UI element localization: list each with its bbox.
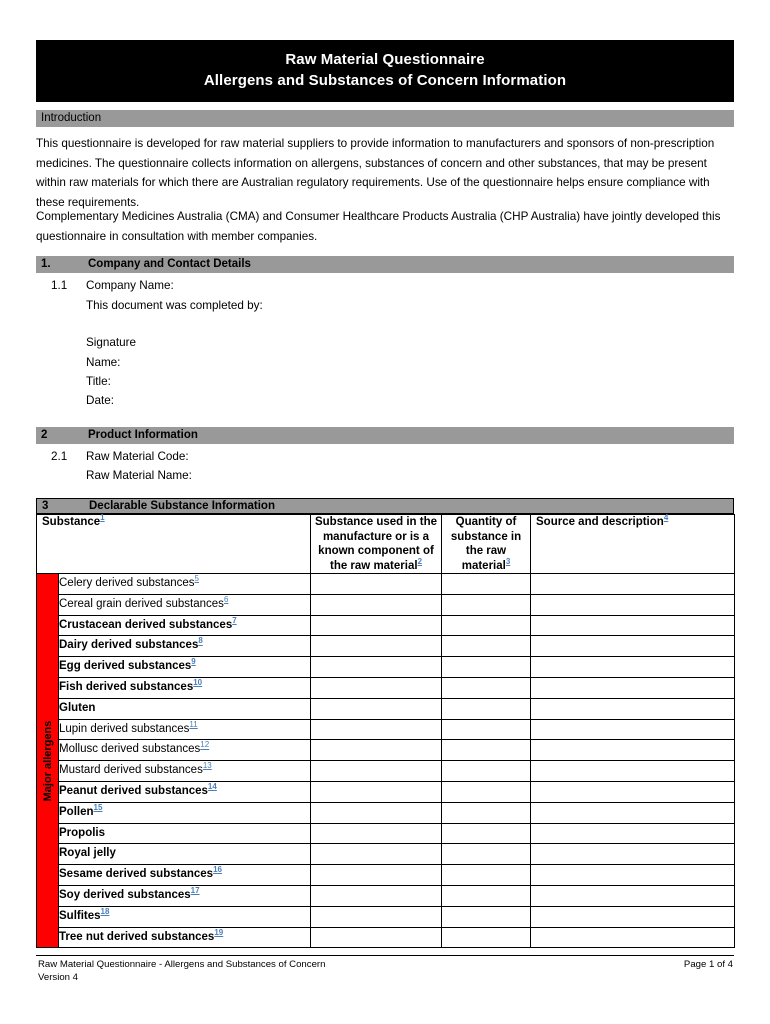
source-description-cell[interactable] [531,844,735,865]
footnote-ref-11[interactable]: 11 [189,719,198,729]
substance-used-cell[interactable] [311,719,442,740]
table-row [37,906,735,927]
substance-name-label: Celery derived substances [59,577,195,589]
substance-used-cell[interactable] [311,636,442,657]
substance-name-cell [59,677,311,698]
declarable-substance-table [36,514,735,948]
footer-left [38,959,325,984]
company-name-label: Company Name: [86,279,174,292]
substance-name-cell [59,844,311,865]
source-description-cell[interactable] [531,719,735,740]
table-row [37,802,735,823]
section2-item-number: 2.1 [51,450,68,463]
substance-name-cell [59,615,311,636]
substance-name-label: Fish derived substances [59,680,194,693]
source-description-cell[interactable] [531,740,735,761]
substance-name-cell [59,761,311,782]
table-row [37,823,735,844]
document-title-line-2: Allergens and Substances of Concern Information [203,72,567,89]
source-description-cell[interactable] [531,698,735,719]
table-row [37,677,735,698]
footnote-ref-8[interactable]: 8 [198,636,203,646]
footnote-ref-18[interactable]: 18 [100,906,110,916]
source-description-cell[interactable] [531,761,735,782]
table-row [37,615,735,636]
section3-heading-label: Declarable Substance Information [89,500,275,512]
footnote-ref-6[interactable]: 6 [223,594,229,604]
substance-used-cell[interactable] [311,906,442,927]
substance-used-cell[interactable] [311,657,442,678]
substance-name-cell [59,574,311,595]
table-row [37,885,735,906]
substance-used-cell[interactable] [311,574,442,595]
source-description-cell[interactable] [531,594,735,615]
column-header-quantity [442,515,531,574]
raw-material-name-label: Raw Material Name: [86,469,192,482]
completed-by-label: This document was completed by: [86,299,263,312]
footnote-ref-4[interactable]: 4 [663,513,669,523]
substance-name-label: Peanut derived substances [59,784,208,797]
table-row [37,740,735,761]
substance-used-cell[interactable] [311,823,442,844]
footer-version: Version 4 [38,971,79,983]
substance-used-cell[interactable] [311,698,442,719]
substance-used-cell[interactable] [311,594,442,615]
substance-name-label: Lupin derived substances [59,722,190,735]
title-label: Title: [86,375,111,388]
quantity-cell[interactable] [442,636,531,657]
table-row [37,657,735,678]
substance-name-cell [59,594,311,615]
column-header-source-description [531,515,735,574]
quantity-cell[interactable] [442,844,531,865]
substance-used-cell[interactable] [311,781,442,802]
source-description-cell[interactable] [531,574,735,595]
substance-used-cell[interactable] [311,615,442,636]
substance-used-cell[interactable] [311,844,442,865]
introduction-paragraph-1: This questionnaire is developed for raw material suppliers to provide information to manufacturers and sponsors of non-prescription medicines. The questionnaire collects information on allergens, substances of concern and other substances, that may be present within raw materials for which there are Australian regulatory requirements. Use of the questionnaire helps ensure compliance with these requirements. [36,137,715,209]
quantity-cell[interactable] [442,719,531,740]
source-description-cell[interactable] [531,781,735,802]
substance-name-label: Sulfites [59,909,101,922]
quantity-cell[interactable] [442,594,531,615]
footnote-ref-2[interactable]: 2 [417,556,423,566]
footnote-ref-14[interactable]: 14 [207,782,217,792]
substance-name-label: Propolis [59,826,106,839]
table-row [37,844,735,865]
source-description-cell[interactable] [531,885,735,906]
column-header-substance-label: Substance [42,516,101,528]
substance-name-cell [59,698,311,719]
name-label: Name: [86,356,121,369]
footnote-ref-10[interactable]: 10 [193,678,203,688]
major-allergens-group-label: Major allergens [41,720,54,802]
footnote-ref-16[interactable]: 16 [213,865,222,875]
footer-document-name: Raw Material Questionnaire - Allergens and Substances of Concern [38,959,326,970]
section-header-introduction [36,110,734,127]
table-row [37,927,735,948]
section1-number: 1. [41,258,51,270]
substance-name-cell [59,657,311,678]
substance-name-label: Tree nut derived substances [59,930,215,943]
substance-name-label: Pollen [59,805,94,818]
substance-name-label: Sesame derived substances [59,868,214,881]
substance-name-cell [59,885,311,906]
quantity-cell[interactable] [442,823,531,844]
section-header-company-contact-details [36,256,734,273]
footnote-ref-17[interactable]: 17 [190,886,200,896]
substance-name-cell [59,636,311,657]
quantity-cell[interactable] [442,677,531,698]
column-header-substance-used-label: Substance used in the manufacture or is a known component of the raw material [314,516,438,572]
table-row [37,698,735,719]
quantity-cell[interactable] [442,657,531,678]
footnote-ref-1[interactable]: 1 [100,513,105,523]
substance-name-label: Egg derived substances [59,660,192,673]
substance-name-cell [59,781,311,802]
table-row [37,719,735,740]
substance-used-cell[interactable] [311,740,442,761]
substance-used-cell[interactable] [311,677,442,698]
footnote-ref-13[interactable]: 13 [202,761,212,771]
substance-used-cell[interactable] [311,885,442,906]
source-description-cell[interactable] [531,865,735,886]
quantity-cell[interactable] [442,574,531,595]
substance-name-label: Cereal grain derived substances [59,597,224,610]
section1-item-number: 1.1 [51,279,68,292]
section-header-declarable-substance-information [36,498,734,514]
table-row [37,865,735,886]
source-description-cell[interactable] [531,636,735,657]
substance-name-cell [59,802,311,823]
column-header-quantity-label: Quantity of substance in the raw material [450,516,522,572]
source-description-cell[interactable] [531,927,735,948]
source-description-cell[interactable] [531,615,735,636]
quantity-cell[interactable] [442,885,531,906]
column-header-substance [37,515,311,574]
quantity-cell[interactable] [442,740,531,761]
substance-name-cell [59,719,311,740]
section3-number: 3 [42,500,49,512]
document-title-banner [36,40,734,102]
substance-name-cell [59,906,311,927]
footnote-ref-5[interactable]: 5 [194,574,199,584]
table-row [37,761,735,782]
footnote-ref-7[interactable]: 7 [232,615,237,625]
substance-name-label: Gluten [59,701,96,714]
substance-name-cell [59,927,311,948]
substance-used-cell[interactable] [311,802,442,823]
table-row [37,636,735,657]
column-header-source-description-label: Source and description [536,516,664,528]
source-description-cell[interactable] [531,657,735,678]
introduction-heading-label: Introduction [41,112,102,124]
quantity-cell[interactable] [442,865,531,886]
substance-name-label: Dairy derived substances [59,639,199,652]
substance-name-label: Mollusc derived substances [59,743,201,756]
substance-name-label: Mustard derived substances [59,764,203,777]
table-header-row [37,515,735,574]
footnote-ref-12[interactable]: 12 [200,740,210,750]
footnote-ref-3[interactable]: 3 [505,556,511,566]
quantity-cell[interactable] [442,615,531,636]
substance-name-label: Crustacean derived substances [59,618,233,631]
quantity-cell[interactable] [442,927,531,948]
substance-name-cell [59,823,311,844]
footer-divider [36,955,734,956]
quantity-cell[interactable] [442,802,531,823]
substance-name-cell [59,740,311,761]
substance-name-cell [59,865,311,886]
section2-number: 2 [41,429,48,441]
table-row [37,574,735,595]
footnote-ref-9[interactable]: 9 [191,657,196,667]
raw-material-code-label: Raw Material Code: [86,450,189,463]
substance-used-cell[interactable] [311,865,442,886]
source-description-cell[interactable] [531,677,735,698]
quantity-cell[interactable] [442,698,531,719]
substance-name-label: Royal jelly [59,847,116,860]
introduction-paragraph-2: Complementary Medicines Australia (CMA) and Consumer Healthcare Products Australia (CHP Australia) have jointly developed this questionnaire in consultation with member companies. [36,210,721,243]
quantity-cell[interactable] [442,906,531,927]
quantity-cell[interactable] [442,761,531,782]
table-row [37,781,735,802]
substance-used-cell[interactable] [311,927,442,948]
major-allergens-group-marker [37,574,59,948]
date-label: Date: [86,394,114,407]
section-header-product-information [36,427,734,444]
section2-heading-label: Product Information [88,429,198,441]
source-description-cell[interactable] [531,823,735,844]
substance-used-cell[interactable] [311,761,442,782]
source-description-cell[interactable] [531,802,735,823]
table-body [37,574,735,948]
footnote-ref-15[interactable]: 15 [93,802,103,812]
source-description-cell[interactable] [531,906,735,927]
section1-heading-label: Company and Contact Details [88,258,251,270]
footer-page-number: Page 1 of 4 [683,959,733,970]
quantity-cell[interactable] [442,781,531,802]
table-row [37,594,735,615]
signature-label: Signature [86,336,137,349]
document-title-line-1: Raw Material Questionnaire [285,51,485,68]
footnote-ref-19[interactable]: 19 [214,927,224,937]
substance-name-label: Soy derived substances [59,888,191,901]
column-header-substance-used [311,515,442,574]
